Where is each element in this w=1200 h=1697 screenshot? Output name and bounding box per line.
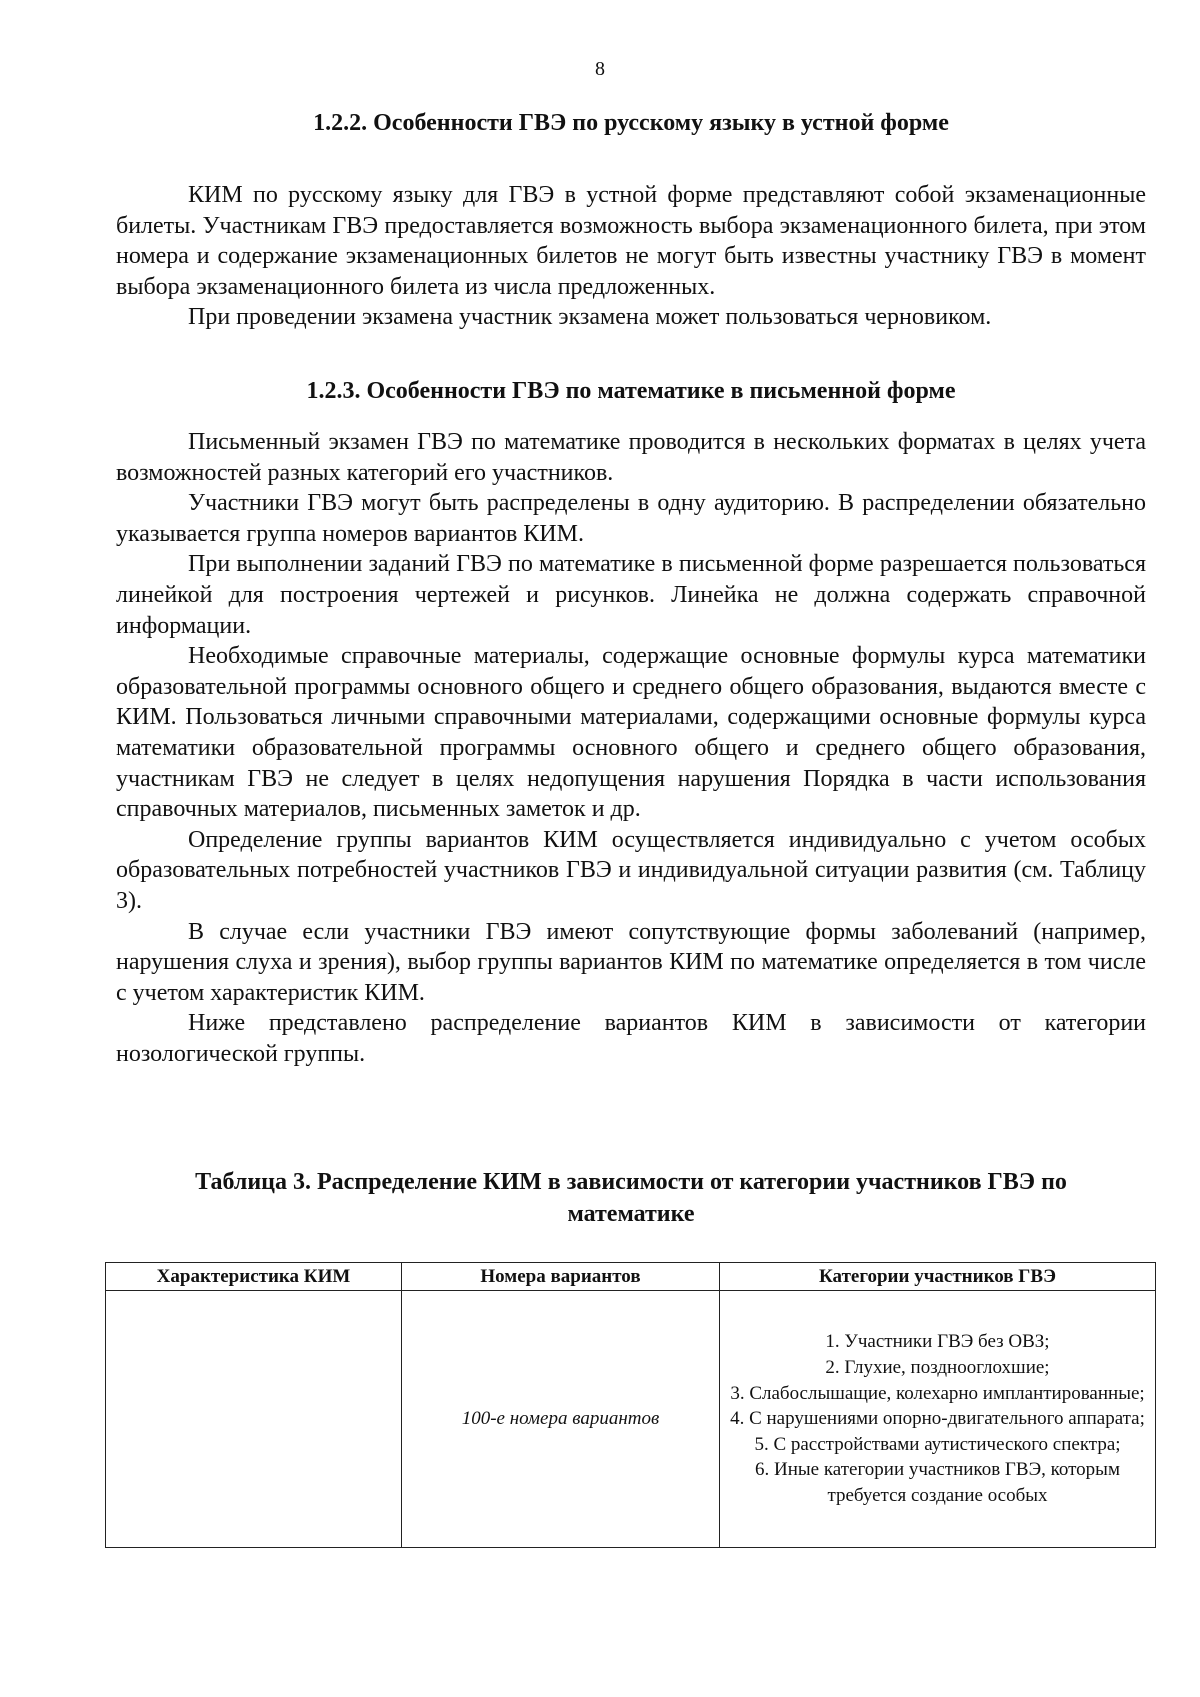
list-item: 3. Слабослышащие, колехарно имплантированные; — [730, 1382, 1145, 1404]
section-body-1-2-3 — [116, 427, 1146, 1069]
table-title-line: Таблица 3. Распределение КИМ в зависимости от категории участников ГВЭ по — [195, 1169, 1067, 1195]
list-item: 1. Участники ГВЭ без ОВЗ; — [825, 1331, 1050, 1353]
table-header-row — [106, 1263, 1156, 1291]
paragraph: КИМ по русскому языку для ГВЭ в устной форме представляют собой экзаменационные билеты. Участникам ГВЭ предоставляется возможность выбора экзаменационного билета, при этом номера и содержание экзаменационных билетов не могут быть известны участнику ГВЭ в момент выбора экзаменационного билета из числа предложенных. — [116, 182, 1146, 300]
list-item: 4. С нарушениями опорно-двигательного аппарата; — [730, 1408, 1145, 1430]
page-number: 8 — [595, 58, 605, 80]
cell-categories — [720, 1291, 1156, 1548]
table-title — [116, 1166, 1146, 1230]
column-header-characteristic: Характеристика КИМ — [106, 1263, 402, 1291]
category-list — [720, 1329, 1155, 1508]
paragraph: Определение группы вариантов КИМ осуществляется индивидуально с учетом особых образовательных потребностей участников ГВЭ и индивидуальной ситуации развития (см. Таблицу 3). — [116, 826, 1146, 914]
paragraph: В случае если участники ГВЭ имеют сопутствующие формы заболеваний (например, нарушения слуха и зрения), выбор группы вариантов КИМ по математике определяется в том числе с учетом характеристик КИМ. — [116, 918, 1146, 1006]
column-header-categories: Категории участников ГВЭ — [720, 1263, 1156, 1291]
list-item: 6. Иные категории участников ГВЭ, которым требуется создание особых — [755, 1459, 1120, 1506]
paragraph: Участники ГВЭ могут быть распределены в одну аудиторию. В распределении обязательно указывается группа номеров вариантов КИМ. — [116, 490, 1146, 547]
section-body-1-2-2 — [116, 180, 1146, 333]
section-heading-1-2-3: 1.2.3. Особенности ГВЭ по математике в письменной форме — [306, 378, 956, 404]
kim-distribution-table — [105, 1262, 1156, 1548]
section-heading-1-2-2: 1.2.2. Особенности ГВЭ по русскому языку в устной форме — [313, 110, 949, 136]
table-row — [106, 1291, 1156, 1548]
paragraph: При проведении экзамена участник экзамена может пользоваться черновиком. — [188, 304, 992, 331]
paragraph: При выполнении заданий ГВЭ по математике в письменной форме разрешается пользоваться линейкой для построения чертежей и рисунков. Линейка не должна содержать справочной информации. — [116, 551, 1146, 639]
table-title-line: математике — [567, 1201, 695, 1227]
column-header-variants: Номера вариантов — [402, 1263, 720, 1291]
list-item: 2. Глухие, позднооглохшие; — [825, 1357, 1050, 1379]
paragraph: Письменный экзамен ГВЭ по математике проводится в нескольких форматах в целях учета возможностей разных категорий его участников. — [116, 429, 1146, 486]
paragraph: Необходимые справочные материалы, содержащие основные формулы курса математики образовательной программы основного общего и среднего общего образования, выдаются вместе с КИМ. Пользоваться личными справочными материалами, содержащими основные формулы курса математики образовательной программы основного общего и среднего общего образования, участникам ГВЭ не следует в целях недопущения нарушения Порядка в части использования справочных материалов, письменных заметок и др. — [116, 643, 1146, 823]
cell-characteristic — [106, 1291, 402, 1548]
cell-variants: 100-е номера вариантов — [402, 1291, 720, 1548]
list-item: 5. С расстройствами аутистического спектра; — [754, 1433, 1121, 1455]
paragraph: Ниже представлено распределение вариантов КИМ в зависимости от категории нозологической группы. — [116, 1010, 1146, 1067]
